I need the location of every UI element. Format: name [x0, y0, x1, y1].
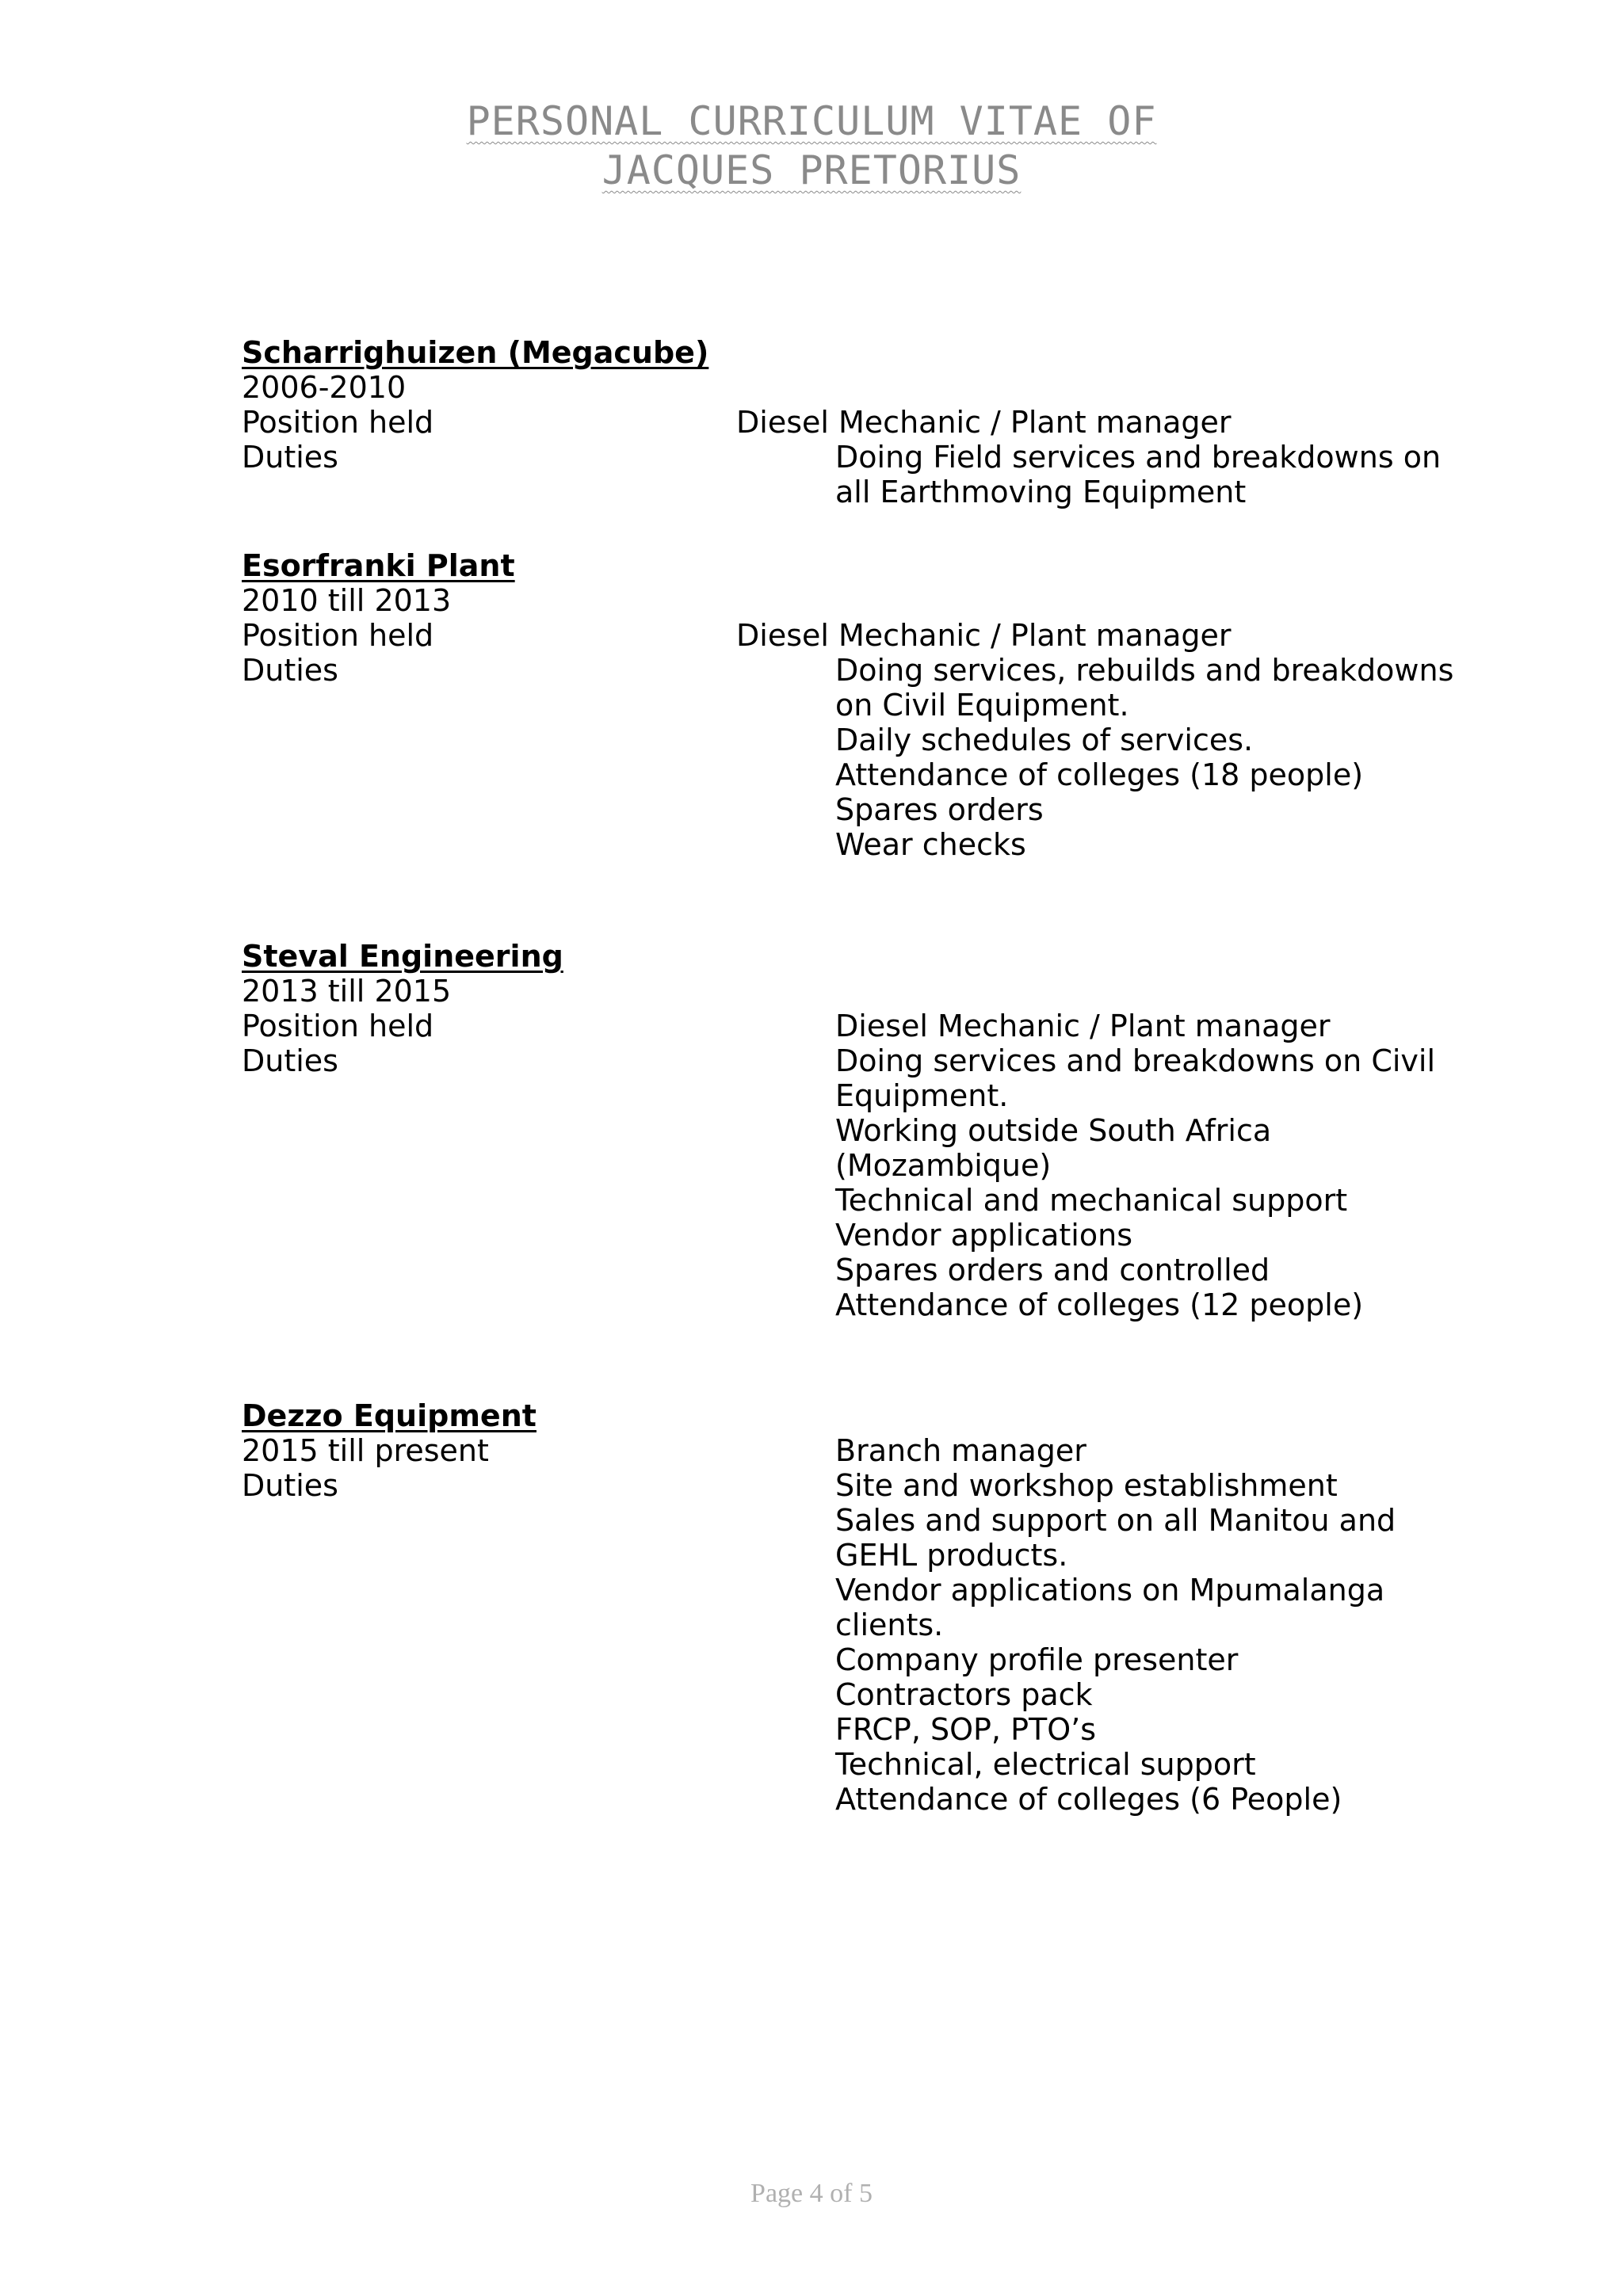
- position-held-value: Diesel Mechanic / Plant manager: [736, 405, 1232, 440]
- duty-item: all Earthmoving Equipment: [835, 475, 1247, 509]
- duties-list: [835, 1468, 1396, 1817]
- cv-title-line-2: JACQUES PRETORIUS: [601, 147, 1022, 193]
- duty-item: Wear checks: [835, 827, 1026, 862]
- duty-item: Equipment.: [835, 1078, 1009, 1113]
- duty-item: Attendance of colleges (18 people): [835, 757, 1364, 792]
- position-held-value: Diesel Mechanic / Plant manager: [736, 618, 1232, 653]
- duty-item: GEHL products.: [835, 1538, 1068, 1573]
- employment-period: 2010 till 2013: [242, 583, 452, 618]
- duty-item: Attendance of colleges (6 People): [835, 1782, 1342, 1817]
- employment-period: 2006-2010: [242, 370, 407, 405]
- duties-label: Duties: [242, 440, 338, 475]
- duties-label: Duties: [242, 1043, 338, 1078]
- position-held-value: Diesel Mechanic / Plant manager: [835, 1009, 1331, 1043]
- duty-item: Technical, electrical support: [835, 1747, 1256, 1782]
- duties-list: [835, 653, 1453, 862]
- duty-item: Doing Field services and breakdowns on: [835, 440, 1442, 475]
- duty-item: Doing services and breakdowns on Civil: [835, 1043, 1436, 1078]
- duty-item: on Civil Equipment.: [835, 688, 1129, 723]
- company-name: Esorfranki Plant: [242, 548, 515, 583]
- duty-item: Site and workshop establishment: [835, 1468, 1338, 1503]
- cv-title-line-1: PERSONAL CURRICULUM VITAE OF: [466, 98, 1157, 144]
- duty-item: (Mozambique): [835, 1148, 1052, 1183]
- company-name: Steval Engineering: [242, 939, 563, 974]
- duties-label: Duties: [242, 1468, 338, 1503]
- duty-item: Doing services, rebuilds and breakdowns: [835, 653, 1454, 688]
- duty-item: Company profile presenter: [835, 1642, 1239, 1677]
- duty-item: Technical and mechanical support: [835, 1183, 1348, 1218]
- duties-list: [835, 440, 1441, 509]
- duty-item: Daily schedules of services.: [835, 723, 1254, 757]
- duty-item: Contractors pack: [835, 1677, 1093, 1712]
- duty-item: Vendor applications on Mpumalanga: [835, 1573, 1385, 1608]
- duty-item: Spares orders and controlled: [835, 1253, 1270, 1287]
- position-held-value: Branch manager: [835, 1433, 1086, 1468]
- employment-period: 2015 till present: [242, 1433, 489, 1468]
- duty-item: Vendor applications: [835, 1218, 1132, 1253]
- duty-item: Attendance of colleges (12 people): [835, 1287, 1364, 1322]
- duties-label: Duties: [242, 653, 338, 688]
- duty-item: Spares orders: [835, 792, 1044, 827]
- duty-item: Sales and support on all Manitou and: [835, 1503, 1396, 1538]
- duty-item: Working outside South Africa: [835, 1113, 1272, 1148]
- position-held-label: Position held: [242, 618, 434, 653]
- position-held-label: Position held: [242, 1009, 434, 1043]
- position-held-label: Position held: [242, 405, 434, 440]
- duty-item: clients.: [835, 1608, 944, 1642]
- company-name: Dezzo Equipment: [242, 1398, 537, 1433]
- employment-period: 2013 till 2015: [242, 974, 452, 1009]
- company-name: Scharrighuizen (Megacube): [242, 335, 709, 370]
- duty-item: FRCP, SOP, PTO’s: [835, 1712, 1096, 1747]
- page-number: Page 4 of 5: [750, 2179, 873, 2208]
- duties-list: [835, 1043, 1435, 1322]
